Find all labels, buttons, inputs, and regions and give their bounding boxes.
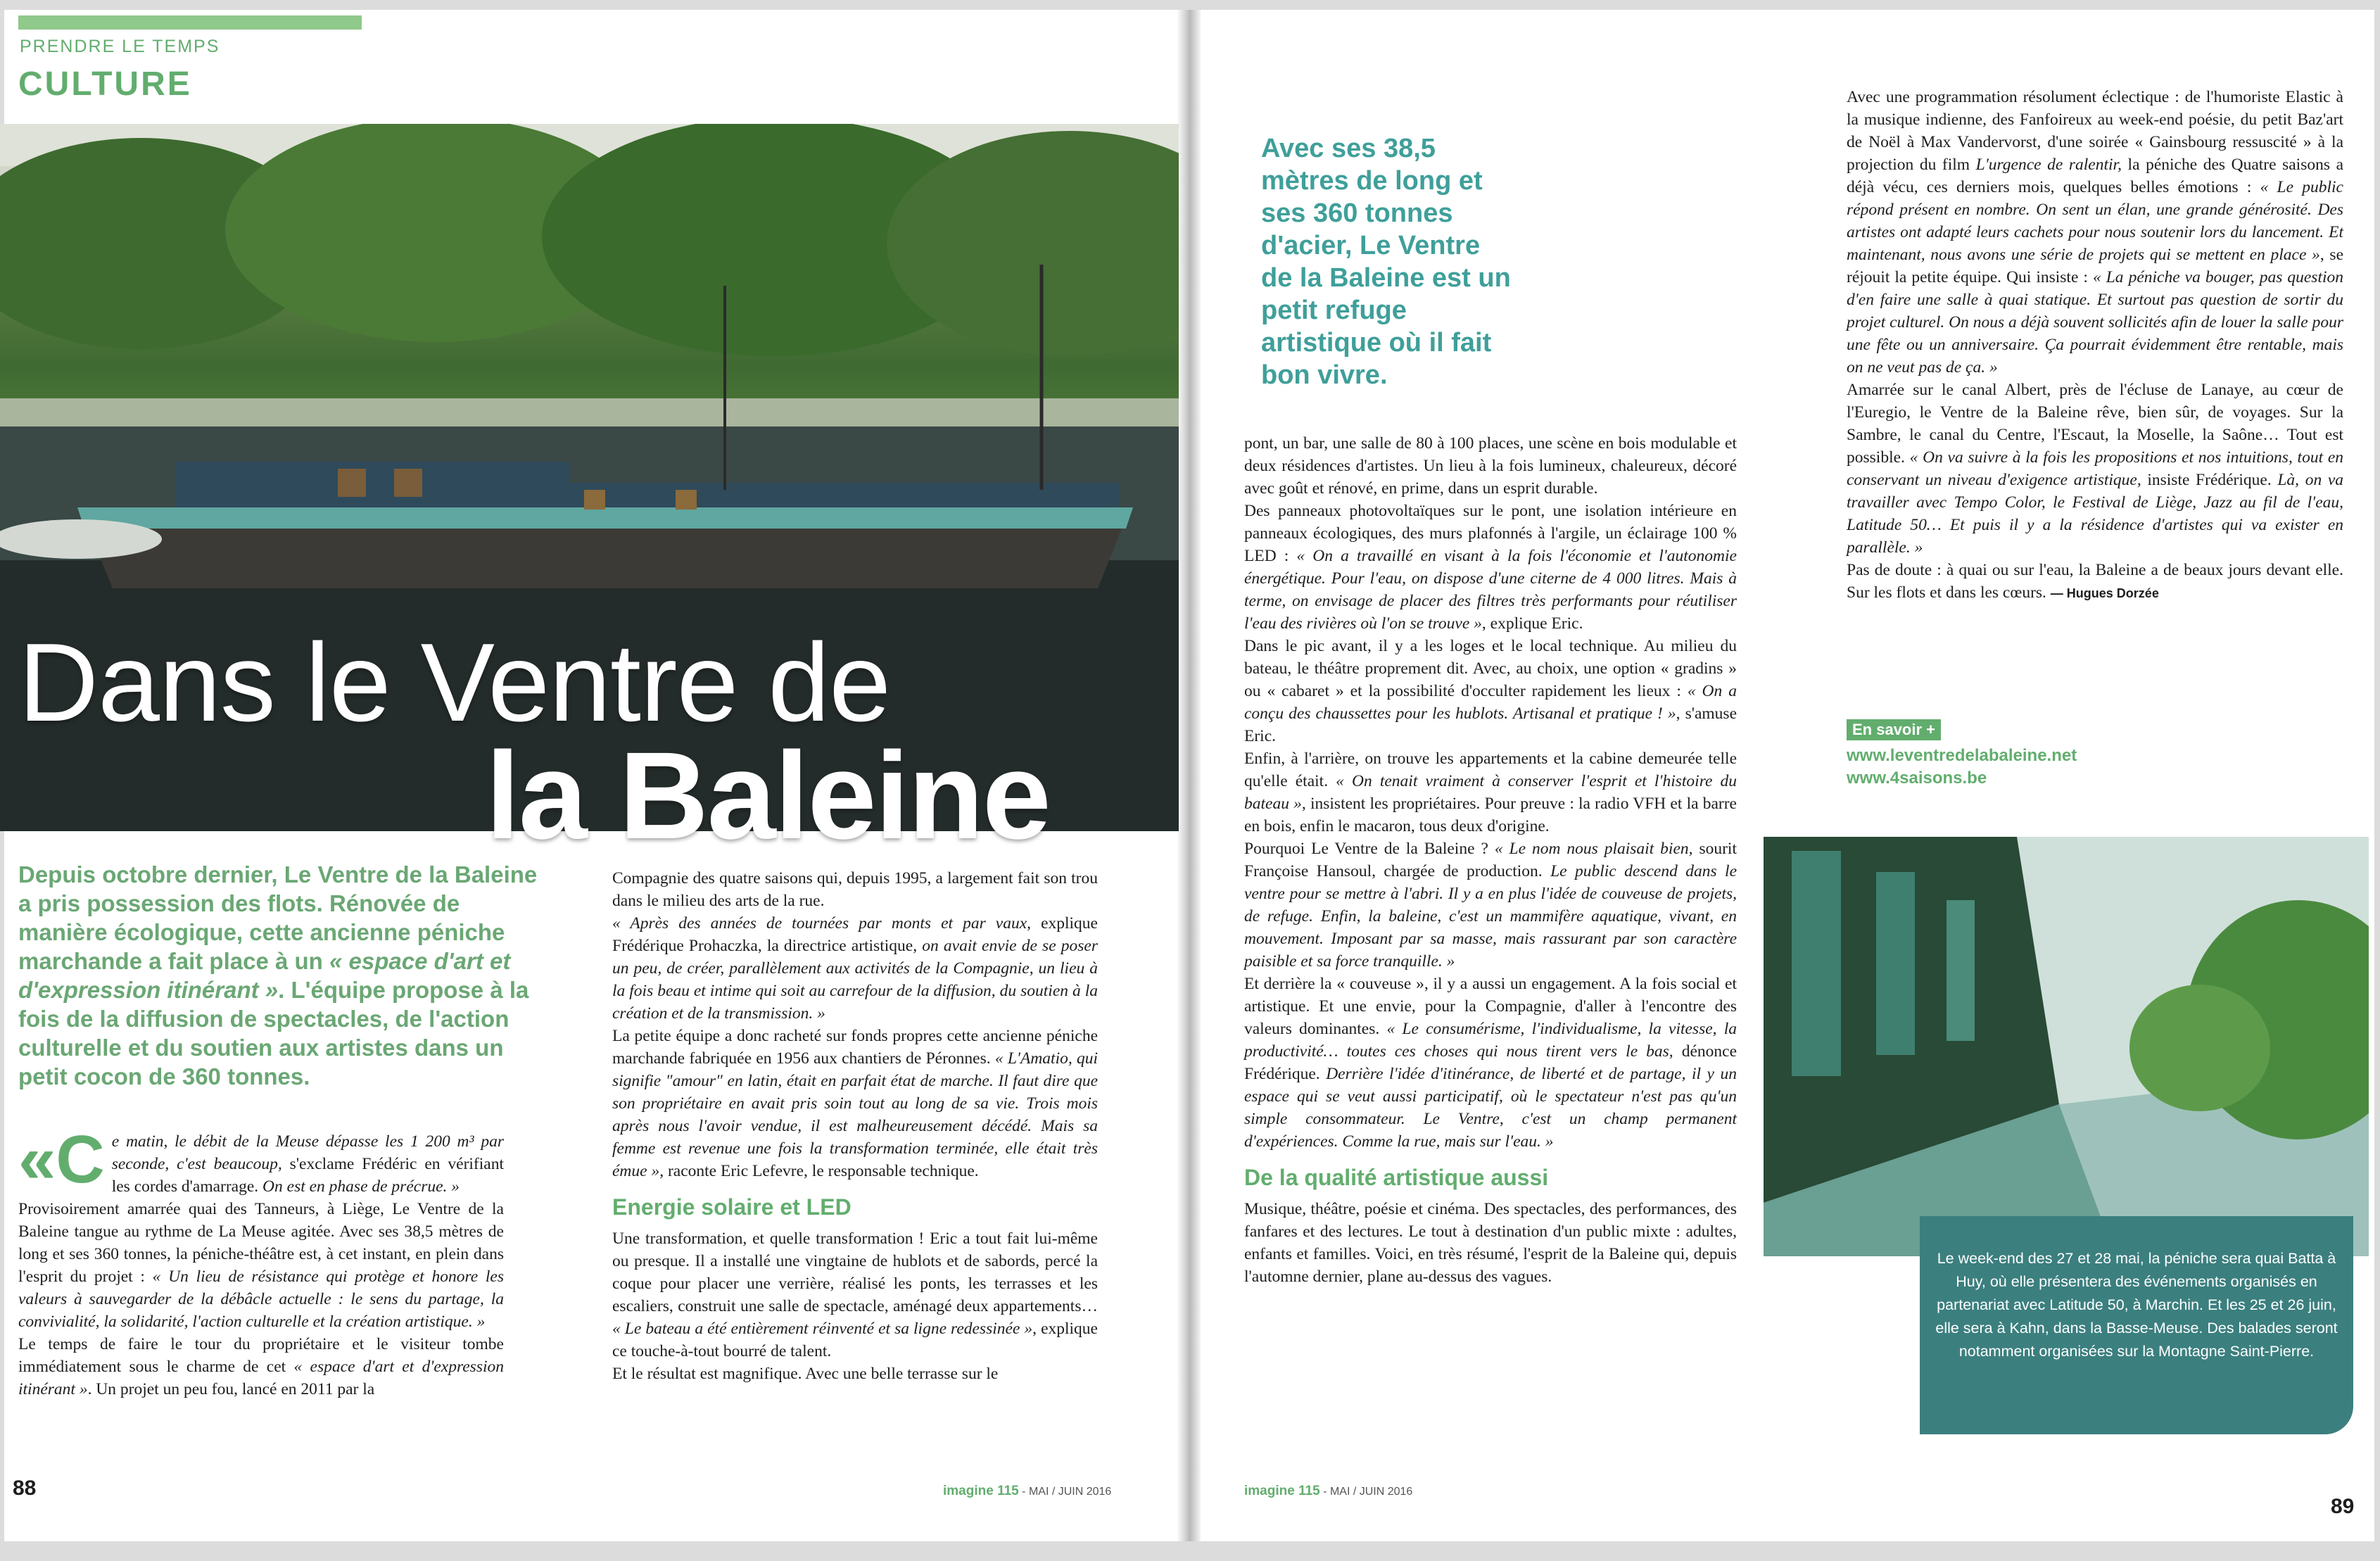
body-text: La petite équipe a donc racheté sur fonds propres cette ancienne péniche marchande fabriquée en 1956 aux chantiers de Péronnes. bbox=[612, 1027, 1098, 1068]
body-text: , se réjouit la petite équipe. Qui insiste : bbox=[1847, 246, 2343, 286]
drop-quote: «C bbox=[18, 1122, 105, 1197]
body-text: , s'amuse Eric. bbox=[1244, 704, 1737, 745]
issue-date: - MAI / JUIN 2016 bbox=[1319, 1486, 1413, 1498]
paragraph bbox=[1244, 838, 1737, 973]
quote-text: « On va suivre à la fois les propositions et nos intuitions, tout en conservant un niveau d'exigence artistique, bbox=[1847, 448, 2343, 489]
body-text: explique Frédérique Prohaczka, la directrice artistique, bbox=[612, 914, 1098, 955]
quote-text: « Le bateau a été entièrement réinventé et sa ligne redessinée » bbox=[612, 1320, 1033, 1338]
body-text: Et le résultat est magnifique. Avec une belle terrasse sur le bbox=[612, 1365, 999, 1383]
body-text: Pas de doute : à quai ou sur l'eau, la Baleine a de beaux jours devant elle. Sur les flots et dans les cœurs. bbox=[1847, 561, 2343, 602]
paragraph bbox=[612, 867, 1098, 912]
quote-text: Là, on va travailler avec Tempo Color, le Festival de Liège, Jazz au fil de l'eau, Latitude 50… Et puis il y a la résidence d'artistes qui va exister en parallèle. » bbox=[1847, 471, 2344, 557]
body-text: Avec une programmation résolument éclectique : de l'humoriste Elastic à la musique indienne, des Fanfoireux au week-end poésie, du petit Baz'art de Noël à Max Vandervorst, d'une soirée « Gainsbourg ressuscité » à la projection du film bbox=[1847, 88, 2343, 174]
right-column-1 bbox=[1244, 432, 1737, 1288]
body-text: s'exclame Frédéric en vérifiant les cordes d'amarrage. bbox=[111, 1155, 505, 1196]
website-link-1[interactable]: www.leventredelabaleine.net bbox=[1847, 746, 2077, 765]
paragraph bbox=[1847, 379, 2343, 559]
quote-text: « On tenait vraiment à conserver l'esprit et l'histoire du bateau » bbox=[1244, 772, 1737, 813]
event-info-box: Le week-end des 27 et 28 mai, la péniche sera quai Batta à Huy, où elle présentera des événements organisés en partenariat avec Latitude 50, à Marchin. Et les 25 et 26 juin, elle sera à Kahn, dans la Basse-Meuse. Des balades seront notamment organisées sur la Montagne Saint-Pierre. bbox=[1920, 1216, 2353, 1434]
paragraph bbox=[612, 912, 1098, 1025]
page-gutter bbox=[1177, 10, 1201, 1541]
quote-text: e matin, le débit de la Meuse dépasse les 1 200 m³ par seconde, c'est beaucoup, bbox=[111, 1132, 504, 1173]
body-text: dénonce Frédérique. bbox=[1244, 1042, 1737, 1083]
section-title: CULTURE bbox=[18, 65, 192, 103]
photo-barge-deck bbox=[1764, 837, 2369, 1256]
right-column-2 bbox=[1847, 86, 2343, 605]
paragraph bbox=[18, 1198, 504, 1333]
running-footer-left bbox=[943, 1484, 1111, 1499]
quote-text: « Un lieu de résistance qui protège et honore les valeurs à sauvegarder de la débâcle actuelle : le sens du partage, la convivialité, la solidarité, l'action culturelle et la création artistique. » bbox=[18, 1268, 504, 1331]
paragraph bbox=[1847, 86, 2343, 379]
quote-text: « Le nom nous plaisait bien, bbox=[1494, 840, 1693, 858]
body-text: Provisoirement amarrée quai des Tanneurs, à Liège, Le Ventre de la Baleine tangue au rythme de La Meuse agitée. Avec ses 38,5 mètres de long et ses 360 tonnes, la péniche-théâtre est, à cet instant, en plein dans l'esprit du projet : bbox=[18, 1200, 504, 1286]
headline-line-1: Dans le Ventre de bbox=[18, 621, 891, 745]
quote-text: Derrière l'idée d'itinérance, de liberté et de partage, il y un espace qui se veut aussi participatif, où le spectateur n'est pas qu'un simple consommateur. Le Ventre, c'est un champ permanent d'expériences. Comme la rue, mais sur l'eau. » bbox=[1244, 1065, 1737, 1151]
left-column-1 bbox=[18, 1122, 505, 1401]
quote-text: « La péniche va bouger, pas question d'en faire une salle à quai statique. Et surtout pas question de sortir du projet culturel. On nous a déjà souvent sollicités afin de louer la salle pour une fête ou un anniversaire. Ça pourrait évidemment être rentable, mais on ne veut pas de ça. » bbox=[1847, 268, 2344, 377]
section-color-bar bbox=[18, 15, 362, 30]
paragraph bbox=[1244, 635, 1737, 747]
headline-line-2: la Baleine bbox=[486, 727, 1050, 865]
body-text: Amarrée sur le canal Albert, près de l'écluse de Lanaye, au cœur de l'Euregio, le Ventre de la Baleine rêve, bien sûr, de voyages. Sur la Sambre, le canal du Centre, l'Escaut, la Moselle, la Saône… Tout est possible. bbox=[1847, 381, 2343, 467]
pull-quote: Avec ses 38,5 mètres de long et ses 360 tonnes d'acier, Le Ventre de la Baleine est un petit refuge artistique où il fait bon vivre. bbox=[1261, 134, 1511, 390]
magazine-name: imagine 115 bbox=[1244, 1484, 1320, 1498]
body-text: , raconte Eric Lefevre, le responsable technique. bbox=[659, 1162, 979, 1180]
magazine-name: imagine 115 bbox=[943, 1484, 1019, 1498]
quote-text: « L'Amatio, qui signifie "amour" en latin, était en parfait état de marche. Il faut dire que son propriétaire en avait pris soin tout au long de sa vie. Trois mois après nous l'avoir vendue, il est malheureusement décédé. Mais sa femme est revenue une fois la transformation terminée, elle était très émue » bbox=[612, 1049, 1098, 1180]
body-text: Enfin, à l'arrière, on trouve les appartements et la cabine demeurée telle qu'elle était. bbox=[1244, 750, 1737, 790]
body-text: Pourquoi Le Ventre de la Baleine ? bbox=[1244, 840, 1495, 858]
paragraph bbox=[612, 1227, 1098, 1363]
lead-text-1: Depuis octobre dernier, Le Ventre de la Baleine a pris possession des flots. Rénovée de manière écologique, cette ancienne péniche marchande a fait place à un bbox=[18, 861, 538, 974]
quote-text: « espace d'art et d'expression itinérant » bbox=[18, 1358, 504, 1398]
article-lead bbox=[18, 860, 539, 1091]
paragraph bbox=[1847, 559, 2343, 605]
quote-text: Le public descend dans le ventre pour se mettre à l'abri. Il y a en plus l'idée de couveuse de projets, de refuge. Enfin, la baleine, c'est un mammifère aquatique, vivant, en mouvement. Imposant par sa masse, mais rassurant par son caractère paisible et sa force tranquille. » bbox=[1244, 862, 1737, 971]
body-text: Compagnie des quatre saisons qui, depuis 1995, a largement fait son trou dans le milieu des arts de la rue. bbox=[612, 869, 1098, 910]
subhead-energie: Energie solaire et LED bbox=[612, 1194, 852, 1220]
page-number-left: 88 bbox=[13, 1477, 37, 1500]
deck-illustration bbox=[1764, 837, 2369, 1256]
paragraph bbox=[1244, 500, 1737, 635]
issue-date: - MAI / JUIN 2016 bbox=[1018, 1486, 1112, 1498]
lead-text-2: . L'équipe propose à la fois de la diffusion de spectacles, de l'action culturelle et du soutien aux artistes dans un petit cocon de 360 tonnes. bbox=[18, 977, 529, 1089]
quote-text: on avait envie de se poser un peu, de créer, parallèlement aux activités de la Compagnie, un lieu à la fois beau et intime qui soit au carrefour de la diffusion, du soutien à la création et de la transmission. » bbox=[612, 937, 1098, 1023]
quote-text: « On a conçu des chaussettes pour les hublots. Artisanal et pratique ! » bbox=[1244, 682, 1737, 723]
paragraph bbox=[612, 1025, 1098, 1182]
body-text: , explique ce touche-à-tout bourré de talent. bbox=[612, 1320, 1098, 1360]
author-signature: — Hugues Dorzée bbox=[2050, 586, 2159, 600]
paragraph bbox=[1244, 747, 1737, 838]
quote-text: « Le consumérisme, l'individualisme, la vitesse, la productivité… toutes ces choses qui nous tirent vers le bas, bbox=[1244, 1020, 1737, 1061]
body-text: sourit Françoise Hansoul, chargée de production. bbox=[1244, 840, 1737, 880]
paragraph bbox=[18, 1122, 505, 1198]
quote-text: « Après des années de tournées par monts et par vaux, bbox=[612, 914, 1032, 933]
website-link-2[interactable]: www.4saisons.be bbox=[1847, 769, 1987, 788]
quote-text: « On a travaillé en visant à la fois l'économie et l'autonomie énergétique. Pour l'eau, on dispose d'une citerne de 4 000 litres. Mais à terme, on envisage de placer des filtres très performants pour réutiliser l'eau des rivières où l'on se trouve » bbox=[1244, 547, 1737, 633]
paragraph bbox=[18, 1333, 504, 1401]
page-number-right: 89 bbox=[2331, 1495, 2355, 1518]
running-footer-right bbox=[1244, 1484, 1412, 1499]
paragraph bbox=[1244, 973, 1737, 1153]
subhead-qualite: De la qualité artistique aussi bbox=[1244, 1165, 1549, 1190]
film-title: L'urgence de ralentir, bbox=[1975, 156, 2122, 174]
quote-text: On est en phase de précrue. » bbox=[262, 1177, 460, 1196]
paragraph bbox=[1244, 432, 1737, 500]
body-text: Musique, théâtre, poésie et cinéma. Des spectacles, des performances, des fanfares et des lectures. Le tout à destination d'un public mixte : adultes, enfants et familles. Voici, en très résumé, l'esprit de la Baleine qui, depuis l'automne dernier, plane au-dessus des vagues. bbox=[1244, 1200, 1737, 1286]
body-text: Le temps de faire le tour du propriétaire et le visiteur tombe immédiatement sous le charme de cet bbox=[18, 1335, 504, 1376]
lead-emphasis: « espace d'art et d'expression itinérant » bbox=[18, 948, 511, 1003]
body-text: Et derrière la « couveuse », il y a aussi un engagement. A la fois social et artistique. Et une envie, pour la Compagnie, d'aller à l'encontre des valeurs dominantes. bbox=[1244, 975, 1737, 1038]
body-text: Dans le pic avant, il y a les loges et le local technique. Au milieu du bateau, le théâtre proprement dit. Avec, au choix, une option « gradins » ou « cabaret » et la possibilité d'occulter rapidement les lieux : bbox=[1244, 637, 1737, 700]
body-text: pont, un bar, une salle de 80 à 100 places, une scène en bois modulable et deux résidences d'artistes. Un lieu à la fois lumineux, chaleureux, décoré avec goût et rénové, en prime, dans un esprit durable. bbox=[1244, 434, 1737, 498]
body-text: , insistent les propriétaires. Pour preuve : la radio VFH et la barre en bois, enfin le macaron, tous deux d'origine. bbox=[1244, 795, 1737, 835]
body-text: la péniche des Quatre saisons a déjà vécu, ces derniers mois, quelques belles émotions : bbox=[1847, 156, 2344, 196]
body-text: . Un projet un peu fou, lancé en 2011 par la bbox=[87, 1380, 375, 1398]
paragraph bbox=[612, 1363, 1098, 1385]
body-text: Des panneaux photovoltaïques sur le pont, une isolation intérieure en panneaux écologiques, des murs plafonnés à l'argile, un éclairage 100 % LED : bbox=[1244, 502, 1737, 565]
paragraph bbox=[1244, 1198, 1737, 1288]
body-text: , explique Eric. bbox=[1481, 614, 1583, 633]
left-column-2 bbox=[612, 867, 1098, 1385]
body-text: Une transformation, et quelle transformation ! Eric a tout fait lui-même ou presque. Il a installé une vingtaine de hublots et de sabords, percé la coque pour placer une verrière, réalisé les ponts, les terrasses et les escaliers, construit une salle de spectacle, aménagé deux appartements… bbox=[612, 1230, 1098, 1315]
body-text: insiste Frédérique. bbox=[2141, 471, 2278, 489]
more-info-label: En savoir + bbox=[1847, 719, 1941, 740]
quote-text: « Le public répond présent en nombre. On sent un élan, une grande générosité. Des artistes ont adapté leurs cachets pour nous soutenir lors du lancement. Et maintenant, nous avons une série de projets qui se mettent en place » bbox=[1847, 178, 2343, 264]
section-kicker: PRENDRE LE TEMPS bbox=[20, 37, 220, 56]
